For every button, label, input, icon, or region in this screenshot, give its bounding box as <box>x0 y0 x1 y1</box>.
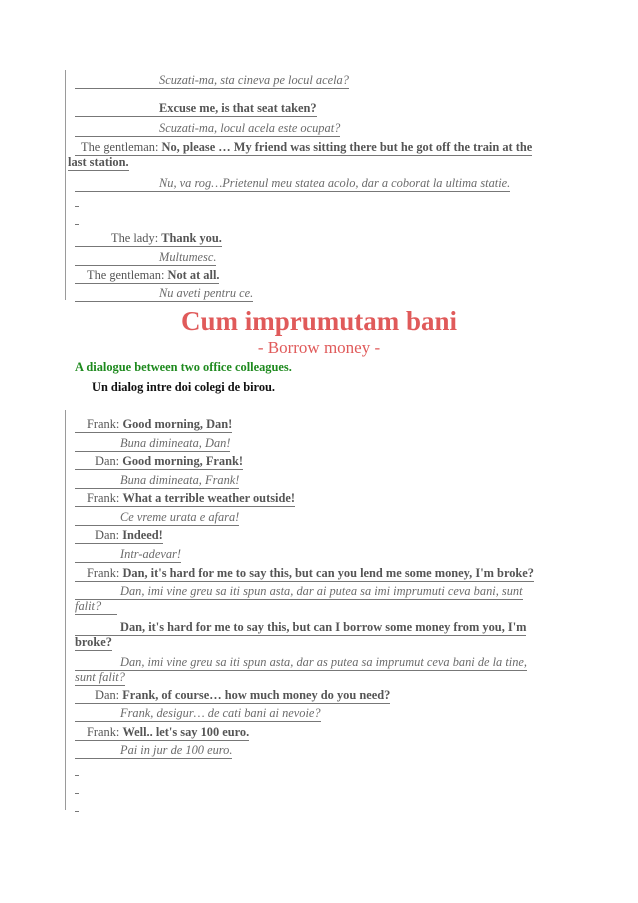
dialogue-line: Frank: Well.. let's say 100 euro. <box>75 725 249 741</box>
dialogue-line: Dan: Frank, of course… how much money do you need? <box>75 688 390 704</box>
speaker-label: The lady: <box>111 231 162 245</box>
speaker-label: Frank: <box>87 491 123 505</box>
speaker-label: Dan: <box>95 528 123 542</box>
speaker-label: Dan: <box>95 688 123 702</box>
blank-line <box>75 775 79 776</box>
dialogue-translation: Dan, imi vine greu sa iti spun asta, dar as putea sa imprumut ceva bani de la tine, <box>75 655 527 671</box>
dialogue-line: Dan, it's hard for me to say this, but can I borrow some money from you, I'm <box>75 620 526 636</box>
dialogue-line: Frank: Good morning, Dan! <box>75 417 232 433</box>
dialogue-line: Frank: Dan, it's hard for me to say this, but can you lend me some money, I'm broke? <box>75 566 534 582</box>
dialogue-line: Dan: Good morning, Frank! <box>75 454 243 470</box>
dialogue-translation-cont: falit? <box>75 599 117 615</box>
section-subtitle: - Borrow money - <box>257 338 381 357</box>
dialogue-translation: Dan, imi vine greu sa iti spun asta, dar ai putea sa imi imprumuti ceva bani, sunt <box>75 584 523 600</box>
dialogue-translation: Pai in jur de 100 euro. <box>75 743 232 759</box>
speaker-label: The gentleman: <box>87 268 168 282</box>
dialogue-line: Dan: Indeed! <box>75 528 163 544</box>
dialogue-translation: Buna dimineata, Dan! <box>75 436 230 452</box>
line-en-4: The gentleman: No, please … My friend was sitting there but he got off the train at the <box>75 140 532 156</box>
line-ro-5: Nu, va rog…Prietenul meu statea acolo, dar a coborat la ultima statie. <box>75 176 510 192</box>
dialogue-translation: Intr-adevar! <box>75 547 181 563</box>
dialogue-translation: Ce vreme urata e afara! <box>75 510 239 526</box>
speaker-label: Dan: <box>95 454 123 468</box>
line-ro-7: Multumesc. <box>75 250 216 266</box>
intro-english: A dialogue between two office colleagues. <box>75 360 292 374</box>
dialogue-line: Frank: What a terrible weather outside! <box>75 491 295 507</box>
dialogue-translation: Frank, desigur… de cati bani ai nevoie? <box>75 706 321 722</box>
line-en-8: The gentleman: Not at all. <box>75 268 219 284</box>
margin-bar-top <box>65 70 66 300</box>
line-ro-3: Scuzati-ma, locul acela este ocupat? <box>75 121 340 137</box>
line-ro-9: Nu aveti pentru ce. <box>75 286 253 302</box>
line-en-6: The lady: Thank you. <box>75 231 222 247</box>
dialogue-line-cont: broke? <box>75 635 112 649</box>
dialogue-translation: Buna dimineata, Frank! <box>75 473 239 489</box>
intro-romanian: Un dialog intre doi colegi de birou. <box>92 380 276 394</box>
blank-line <box>75 224 79 225</box>
blank-line <box>75 793 79 794</box>
blank-line <box>75 206 79 207</box>
line-en-2: Excuse me, is that seat taken? <box>75 101 317 117</box>
speaker-label: Frank: <box>87 566 123 580</box>
line-en-4b: last station. <box>68 155 129 169</box>
speaker-label: Frank: <box>87 417 123 431</box>
speaker-label: The gentleman: <box>81 140 162 154</box>
line-ro-1: Scuzati-ma, sta cineva pe locul acela? <box>75 73 349 89</box>
blank-line <box>75 811 79 812</box>
speaker-label: Frank: <box>87 725 123 739</box>
dialogue-translation-cont: sunt falit? <box>75 670 125 684</box>
section-title: Cum imprumutam bani <box>180 306 458 336</box>
margin-bar-bottom <box>65 410 66 810</box>
